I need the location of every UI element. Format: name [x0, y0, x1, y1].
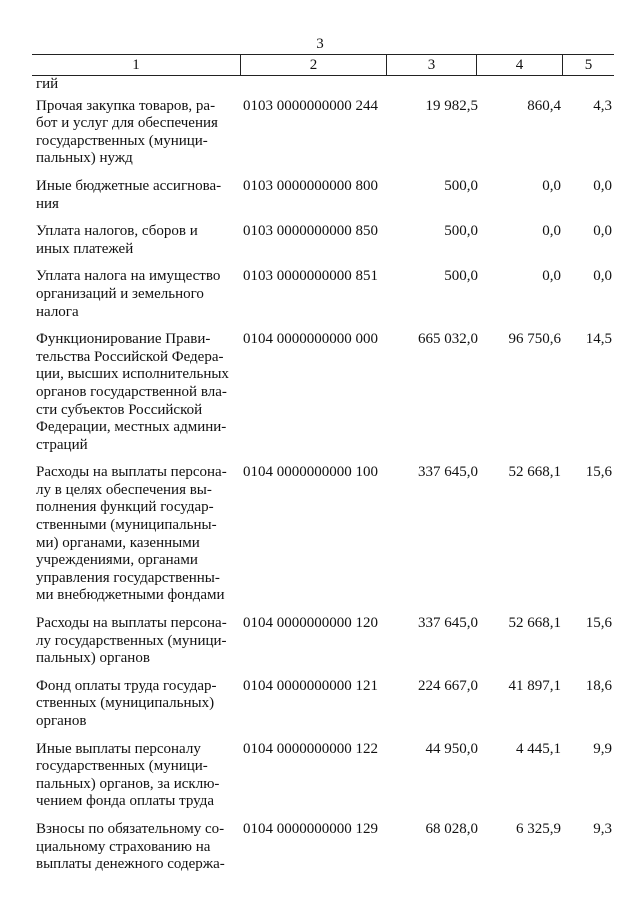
row-value-col5: 0,0 — [593, 177, 612, 194]
row-value-col5: 9,3 — [593, 820, 612, 837]
row-value-col5: 15,6 — [585, 615, 612, 632]
row-value-col3: 337 645,0 — [418, 615, 478, 632]
column-header-4: 4 — [476, 55, 562, 75]
row-name-line: иных платежей — [36, 240, 134, 257]
row-name-line: Иные бюджетные ассигнова- — [36, 177, 222, 194]
row-code: 0104 0000000000 000 — [243, 331, 378, 348]
table-row — [36, 331, 612, 454]
row-code: 0104 0000000000 129 — [243, 820, 378, 837]
row-value-col3: 44 950,0 — [425, 740, 478, 757]
row-name — [36, 464, 236, 605]
row-name — [36, 98, 236, 168]
row-value-col3: 665 032,0 — [418, 331, 478, 348]
row-name-line: пальных) органов, за исклю- — [36, 775, 220, 792]
row-name-line: налога — [36, 303, 79, 320]
column-header-2: 2 — [240, 55, 386, 75]
row-name-line: полнения функций государ- — [36, 499, 214, 516]
row-name-line: сти субъектов Российской — [36, 401, 203, 418]
row-name — [36, 268, 236, 321]
table-row — [36, 821, 612, 874]
row-name-line: Фонд оплаты труда государ- — [36, 677, 217, 694]
row-name-line: Иные выплаты персоналу — [36, 740, 201, 757]
row-name-line: циальному страхованию на — [36, 838, 211, 855]
row-name — [36, 821, 236, 874]
row-name-line: ственных (муниципальных) — [36, 695, 215, 712]
row-value-col5: 14,5 — [585, 331, 612, 348]
table-body — [36, 76, 612, 884]
row-name-line: пальных) нужд — [36, 150, 133, 167]
row-name — [36, 615, 236, 668]
row-code: 0104 0000000000 121 — [243, 677, 378, 694]
row-value-col3: 337 645,0 — [418, 464, 478, 481]
row-name-line: органов государственной вла- — [36, 383, 227, 400]
row-name-line: организаций и земельного — [36, 285, 204, 302]
row-value-col4: 0,0 — [542, 177, 561, 194]
row-name-line: лу государственных (муници- — [36, 632, 227, 649]
table-row — [36, 223, 612, 258]
row-name — [36, 178, 236, 213]
table-row — [36, 268, 612, 321]
row-name-line: Расходы на выплаты персона- — [36, 464, 227, 481]
row-code: 0103 0000000000 850 — [243, 223, 378, 240]
row-code: 0104 0000000000 122 — [243, 740, 378, 757]
row-name-line: Уплата налога на имущество — [36, 268, 221, 285]
row-name-line: Федерации, местных админи- — [36, 419, 227, 436]
row-value-col4: 0,0 — [542, 223, 561, 240]
row-name-line: ми внебюджетными фондами — [36, 587, 225, 604]
row-code: 0103 0000000000 244 — [243, 97, 378, 114]
row-name-line: бот и услуг для обеспечения — [36, 115, 218, 132]
row-name — [36, 223, 236, 258]
row-value-col4: 860,4 — [527, 97, 561, 114]
row-name — [36, 741, 236, 811]
table-rows — [36, 98, 612, 874]
row-name-line: Функционирование Прави- — [36, 331, 211, 348]
row-name-line: управления государственны- — [36, 569, 220, 586]
column-header-3: 3 — [386, 55, 476, 75]
row-value-col5: 4,3 — [593, 97, 612, 114]
continued-text: гий — [36, 76, 59, 92]
row-value-col3: 500,0 — [444, 268, 478, 285]
row-name-line: Прочая закупка товаров, ра- — [36, 97, 216, 114]
row-value-col4: 0,0 — [542, 268, 561, 285]
row-value-col5: 15,6 — [585, 464, 612, 481]
row-name-line: Уплата налогов, сборов и — [36, 223, 198, 240]
table-row — [36, 615, 612, 668]
row-value-col5: 18,6 — [585, 677, 612, 694]
row-code: 0104 0000000000 120 — [243, 615, 378, 632]
row-value-col4: 52 668,1 — [508, 464, 561, 481]
column-header-5: 5 — [562, 55, 614, 75]
row-name-line: государственных (муници- — [36, 132, 208, 149]
row-name — [36, 331, 236, 454]
table-row — [36, 98, 612, 168]
row-value-col3: 19 982,5 — [425, 97, 478, 114]
table-row — [36, 464, 612, 605]
row-name — [36, 678, 236, 731]
row-value-col5: 9,9 — [593, 740, 612, 757]
row-name-line: государственных (муници- — [36, 758, 208, 775]
row-value-col4: 96 750,6 — [508, 331, 561, 348]
row-code: 0103 0000000000 851 — [243, 268, 378, 285]
row-value-col3: 500,0 — [444, 177, 478, 194]
row-code: 0103 0000000000 800 — [243, 177, 378, 194]
table-row — [36, 178, 612, 213]
row-code: 0104 0000000000 100 — [243, 464, 378, 481]
row-name-line: учреждениями, органами — [36, 552, 198, 569]
row-value-col5: 0,0 — [593, 223, 612, 240]
row-name-line: ственными (муниципальны- — [36, 517, 217, 534]
row-name-line: пальных) органов — [36, 650, 150, 667]
row-value-col4: 52 668,1 — [508, 615, 561, 632]
row-name-line: ния — [36, 195, 59, 212]
row-name-line: ми) органами, казенными — [36, 534, 200, 551]
row-name-line: органов — [36, 713, 87, 729]
row-value-col4: 41 897,1 — [508, 677, 561, 694]
row-value-col5: 0,0 — [593, 268, 612, 285]
row-name-line: чением фонда оплаты труда — [36, 793, 214, 810]
column-header-1: 1 — [132, 57, 140, 73]
row-value-col3: 224 667,0 — [418, 677, 478, 694]
table-header — [32, 54, 614, 76]
row-name-line: тельства Российской Федера- — [36, 348, 224, 365]
row-name-line: Взносы по обязательному со- — [36, 820, 225, 837]
table-row — [36, 678, 612, 731]
row-name-line: ции, высших исполнительных — [36, 366, 229, 383]
row-value-col4: 4 445,1 — [516, 740, 561, 757]
table-row — [36, 741, 612, 811]
row-value-col3: 500,0 — [444, 223, 478, 240]
row-name-line: Расходы на выплаты персона- — [36, 615, 227, 632]
row-value-col4: 6 325,9 — [516, 820, 561, 837]
row-name-line: страций — [36, 436, 88, 453]
row-name-line: выплаты денежного содержа- — [36, 856, 225, 873]
page-number: 3 — [316, 36, 324, 52]
row-name-line: лу в целях обеспечения вы- — [36, 481, 212, 498]
row-value-col3: 68 028,0 — [425, 820, 478, 837]
